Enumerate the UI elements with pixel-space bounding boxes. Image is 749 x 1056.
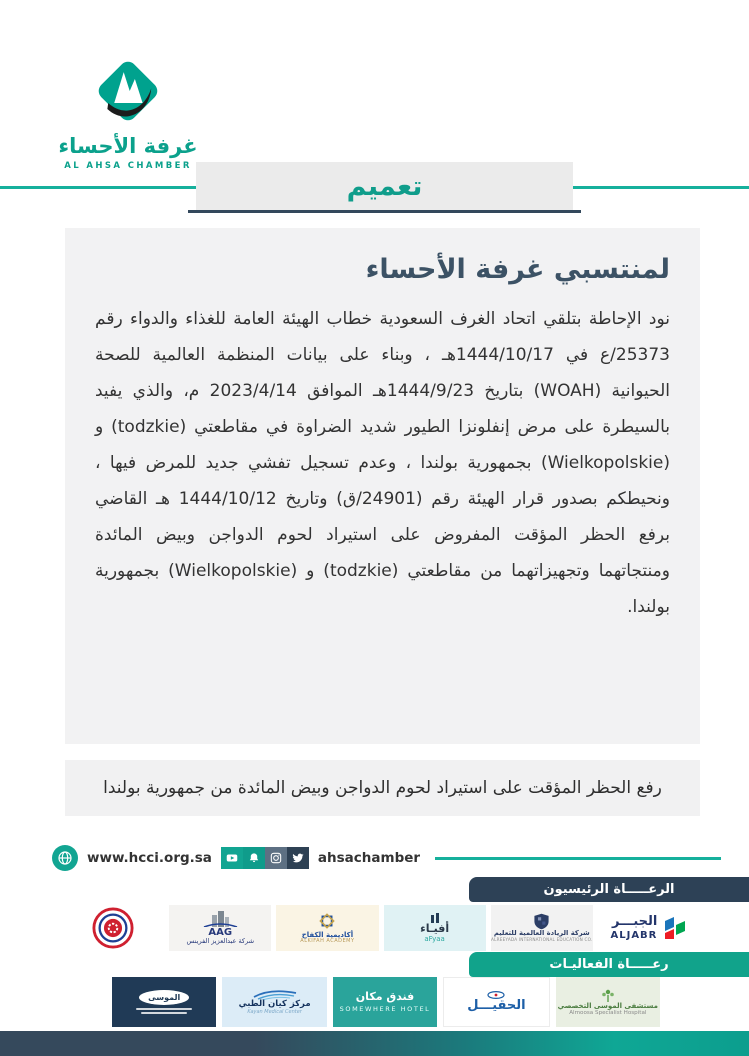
- aag-wordmark: AAG: [208, 926, 233, 938]
- banner-rule-left: [0, 186, 196, 189]
- instagram-icon[interactable]: [265, 847, 287, 869]
- alreeyada-arabic: شركة الريادة العالمية للتعليم: [493, 929, 590, 938]
- sponsor-logo-emblem: [62, 905, 164, 951]
- event-sponsors-bar: [469, 952, 749, 977]
- sponsor-logo-alkifah: [276, 905, 378, 951]
- buildings-icon: [200, 911, 240, 927]
- banner-title-box: [196, 162, 573, 210]
- star-burst-icon: [317, 911, 337, 931]
- afyaa-english: aFyaa: [424, 935, 445, 944]
- banner-underline: [188, 210, 581, 213]
- chamber-name-english: AL AHSA CHAMBER: [64, 161, 192, 171]
- contact-row: [52, 843, 749, 873]
- somewhere-english: SOMEWHERE HOTEL: [339, 1004, 431, 1013]
- social-handle[interactable]: ahsachamber: [317, 850, 421, 866]
- sponsor-logo-kayan: [222, 977, 326, 1027]
- main-sponsors-row: [62, 905, 700, 951]
- letter-title: لمنتسبي غرفة الأحساء: [365, 254, 670, 285]
- youtube-icon[interactable]: [221, 847, 243, 869]
- almoosa-arabic: مستشفى الموسى التخصصي: [557, 1001, 658, 1010]
- kayan-english: Kayan Medical Center: [247, 1009, 302, 1015]
- alreeyada-english: ALREEYADA INTERNATIONAL EDUCATION CO.: [491, 936, 593, 942]
- globe-icon: [52, 845, 78, 871]
- alkifah-english: ALKIFAH ACADEMY: [300, 938, 355, 945]
- chamber-diamond-icon: [85, 48, 171, 134]
- somewhere-arabic: فندق مكان: [355, 989, 415, 1003]
- alhokail-arabic: الحقيـــل: [467, 997, 526, 1013]
- sponsor-logo-alreeyada: [491, 905, 593, 951]
- aljabr-arabic: الجبـــر: [611, 913, 658, 929]
- sponsor-logo-afyaa: [384, 905, 486, 951]
- letter-card: [65, 228, 700, 744]
- almousa-fineprint-line: [141, 1012, 187, 1014]
- sponsor-logo-aljabr: [598, 905, 700, 951]
- almoosa-english: Almoosa Specialist Hospital: [569, 1009, 647, 1016]
- sponsor-logo-almoosa-hospital: [556, 977, 660, 1027]
- event-sponsors-row: [112, 977, 660, 1027]
- bottom-gradient-bar: [0, 1031, 749, 1056]
- shield-icon: [533, 913, 550, 930]
- event-sponsors-title: رعـــــاة الفعاليـات: [549, 957, 669, 972]
- sponsor-logo-somewhere-hotel: [333, 977, 437, 1027]
- almousa-arabic: الموسى: [148, 992, 181, 1002]
- sponsor-logo-aag: [169, 905, 271, 951]
- sponsor-logo-alhokail: [443, 977, 549, 1027]
- round-emblem-icon: [92, 907, 134, 949]
- aljabr-mark-icon: [663, 916, 687, 940]
- contact-rule: [435, 857, 721, 860]
- sponsor-logo-almousa: [112, 977, 216, 1027]
- social-icons: [221, 847, 309, 869]
- banner-title: تعميم: [346, 170, 423, 202]
- letter-body: نود الإحاطة بتلقي اتحاد الغرف السعودية خطاب الهيئة العامة للغذاء والدواء رقم 25373/ع في 1444/10/17هـ ، وبناء على بيانات المنظمة العالمية للصحة الحيوانية (WOAH) بتاريخ 1444/9/23هـ الموافق 2023/4/14 م، والذي يفيد بالسيطرة على مرض إنفلونزا الطيور شديد الضراوة في مقاطعتي (todzkie) و (Wielkopolskie) بجمهورية بولندا ، وعدم تسجيل تفشي جديد للمرض فيها ، ونحيطكم بصدور قرار الهيئة رقم (24901/ق) وتاريخ 1444/10/12 هـ القاضي برفع الحظر المؤقت المفروض على استيراد لحوم الدواجن وبيض المائدة ومنتجاتهما وتجهيزاتهما من مقاطعتي (todzkie) و (Wielkopolskie) بجمهورية بولندا.: [95, 309, 671, 618]
- chamber-logo: [56, 48, 200, 171]
- website-link[interactable]: www.hcci.org.sa: [87, 850, 212, 866]
- main-sponsors-bar: [469, 877, 749, 902]
- bell-icon[interactable]: [243, 847, 265, 869]
- chamber-name-arabic: غرفة الأحساء: [58, 134, 198, 158]
- almousa-fineprint-line: [136, 1008, 192, 1010]
- afyaa-arabic: أفيـاء: [420, 921, 450, 935]
- twitter-icon[interactable]: [287, 847, 309, 869]
- main-sponsors-title: الرعـــــاة الرئيسيون: [543, 882, 675, 897]
- summary-strip: [65, 760, 700, 816]
- aljabr-english: ALJABR: [610, 929, 658, 941]
- almousa-swoosh: [139, 990, 189, 1005]
- alkifah-arabic: أكاديمية الكفاح: [301, 931, 354, 940]
- banner: [0, 162, 749, 216]
- tree-icon: [598, 988, 618, 1002]
- summary-text: رفع الحظر المؤقت على استيراد لحوم الدواجن وبيض المائدة من جمهورية بولندا: [103, 778, 662, 798]
- aag-arabic: شركة عبدالعزيز الفرينس: [186, 937, 255, 946]
- kayan-arabic: مركز كيان الطبي: [238, 999, 311, 1010]
- banner-rule-right: [573, 186, 749, 189]
